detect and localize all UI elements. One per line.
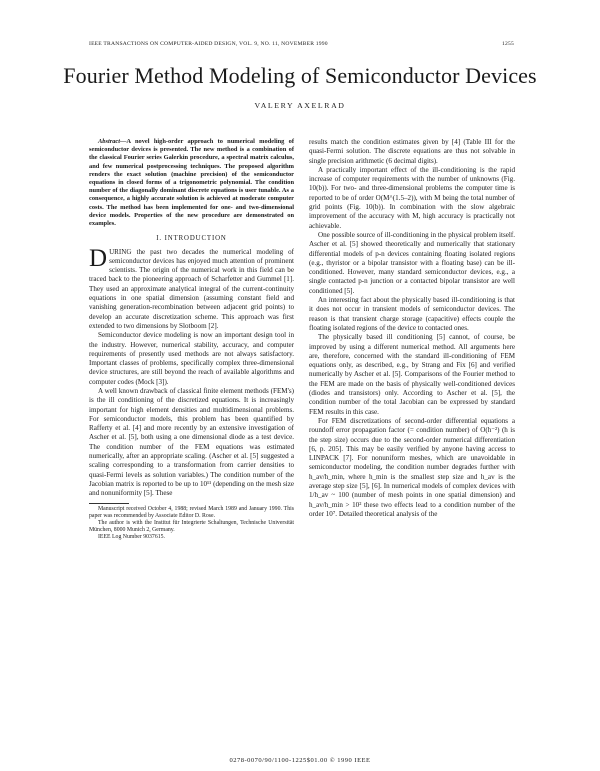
right-paragraph-4: An interesting fact about the physically based ill-conditioning is that it does not occur in transient models of semiconductor devices. The reason is that transient charge storage (capacitive) effects couple the floating isolated regions of the device to contacted ones. xyxy=(309,296,515,332)
intro-paragraph-3: A well known drawback of classical finite element methods (FEM's) is the ill conditioning of the discretized equations. It is increasingly important for high element densities and multidimensional problems. For semiconductor models, this problem has been quantified by Rafferty et al. [4] and more recently by an extensive investigation of Ascher et al. [5], both using a one dimensional diode as a test device. The condition number of the FEM equations was estimated numerically, after an appropriate scaling. (Ascher et al. [5] suggested a scaling corresponding to a transformation from carrier densities to quasi-Fermi levels as solution variables.) The condition number of the Jacobian matrix is reported to be up to 10¹¹ (depending on the mesh size and nonuniformity [5]. These xyxy=(89,386,294,498)
abstract-text: —A novel high-order approach to numerical modeling of semiconductor devices is presented. The new method is a combination of the classical Fourier series Galerkin procedure, a spectral matrix calculus, and few numerical postprocessing techniques. The proposed algorithm renders the exact solution (machine precision) of the semiconductor equations in closed forms of a trigonometric polynomial. The condition number of the diagonally dominant discrete equations is user tunable. As a consequence, a highly accurate solution is achieved at moderate computer costs. The method has been implemented for one- and two-dimensional device models. Properties of the new procedure are demonstrated on examples. xyxy=(89,138,294,228)
left-column xyxy=(89,138,294,542)
footnote-affiliation: The author is with the Institut für Integrierte Schaltungen, Technische Universität München, 8000 Munich 2, Germany. xyxy=(89,519,294,534)
author-name: VALERY AXELRAD xyxy=(254,101,346,110)
right-paragraph-2: A practically important effect of the ill-conditioning is the rapid increase of computer requirements with the number of unknowns (Fig. 10(b)). For two- and three-dimensional problems the computer time is reported to be of order O(M^(1.5–2)), with M being the total number of grid points (Fig. 10(b)). In combination with the slow algebraic improvement of the accuracy with M, high accuracy is practically not achievable. xyxy=(309,165,515,230)
journal-name: IEEE TRANSACTIONS ON COMPUTER-AIDED DESIGN, VOL. 9, NO. 11, NOVEMBER 1990 xyxy=(89,41,328,47)
page-number: 1255 xyxy=(502,41,514,47)
footnote-log: IEEE Log Number 9037615. xyxy=(98,534,165,541)
right-column xyxy=(309,138,515,519)
right-paragraph-6: For FEM discretizations of second-order differential equations a roundoff error propagation factor (= condition number) of O(h⁻²) (h is the step size) occurs due to the second-order numerical differentiation [6, p. 205]. This may be easily verified by anyone having access to LINPACK [7]. For nonuniform meshes, which are unavoidable in semiconductor modeling, the condition number degrades further with h_av/h_min, where h_min is the smallest step size and h_av is the average step size [5], [6]. In numerical models of complex devices with 1/h_av ~ 100 (number of mesh points in one spatial dimension) and h_av/h_min > 10² these two effects lead to a condition number of the order 10⁷. Detailed theoretical analysis of the xyxy=(309,416,515,518)
intro-paragraph-1 xyxy=(89,244,294,332)
abstract xyxy=(89,138,294,228)
footnote-manuscript: Manuscript received October 4, 1988; revised March 1989 and January 1990. This paper was recommended by Associate Editor D. Rose. xyxy=(89,505,294,519)
running-head xyxy=(89,41,514,47)
intro-paragraph-2: Semiconductor device modeling is now an important design tool in the industry. However, numerical stability, accuracy, and computer requirements of presently used methods are not always satisfactory. Important classes of problems, specifically complex three-dimensional device structures, are still beyond the reach of available algorithms and computer codes (Mock [3]). xyxy=(89,331,294,386)
footnote-rule xyxy=(89,503,129,504)
abstract-lead: Abstract xyxy=(98,138,121,145)
intro-paragraph-1-text: URING the past two decades the numerical modeling of semiconductor devices has enjoyed much attention of prominent scientists. The origin of the numerical work in this field can be traced back to the pioneering approach of Scharfetter and Gummel [1]. They used an approximate analytical integral of the current-continuity equations in one spatial dimension (assuming constant field and vanishing generation-recombination between adjacent grid points) to develop an accurate discretization scheme. This approach was first extended to two dimensions by Slotboom [2]. xyxy=(89,247,294,330)
issn-line: 0278-0070/90/1100-1225$01.00 © 1990 IEEE xyxy=(229,757,371,764)
section-heading: I. INTRODUCTION xyxy=(156,235,227,243)
right-paragraph-5: The physically based ill conditioning [5] cannot, of course, be improved by using a different numerical method. All arguments here are, therefore, concerned with the standard ill-conditioning of FEM equations only, as described, e.g., by Strang and Fix [6] and verified numerically by Ascher et al. [5]. Comparisons of the Fourier method to the FEM are made on the basis of physically well-conditioned devices (diodes and transistors) only. According to Ascher et al. [5], the condition number of the total Jacobian can be expressed by standard FEM results in this case. xyxy=(309,333,515,416)
drop-cap: D xyxy=(89,244,108,272)
paper-title: Fourier Method Modeling of Semiconductor Devices xyxy=(63,63,537,88)
right-paragraph-1: results match the condition estimates given by [4] (Table III for the quasi-Fermi solution. The discrete equations are thus not solvable in single precision arithmetic (6 decimal digits). xyxy=(309,138,515,165)
right-paragraph-3: One possible source of ill-conditioning in the physical problem itself. Ascher et al. [5] showed theoretically and numerically that stationary differential models of p-n devices containing floating isolated regions (e.g., thyristor or a bipolar transistor with a floating base) can be ill-conditioned. However, many standard semiconductor devices, e.g., a single contacted p-n junction or a contacted bipolar transistor are well conditioned [5]. xyxy=(309,230,516,295)
